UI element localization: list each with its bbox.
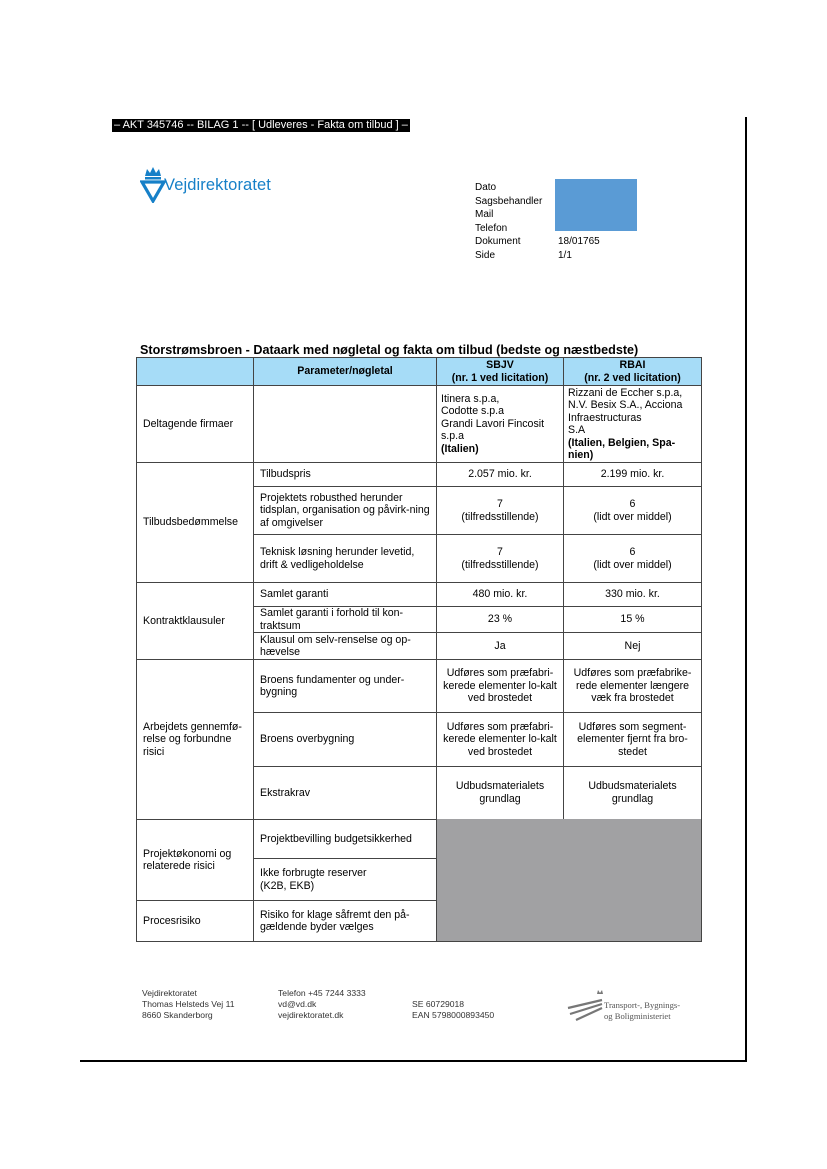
param-cell: Ekstrakrav	[254, 767, 437, 820]
table-header-row	[137, 358, 702, 386]
footer-line: EAN 5798000893450	[412, 1010, 495, 1020]
rbai-firms-list: Rizzani de Eccher s.p.a, N.V. Besix S.A., Acciona Infraestructuras S.A	[568, 386, 683, 436]
rbai-cell: 330 mio. kr.	[564, 583, 702, 607]
meta-label: Dato	[475, 182, 497, 193]
param-cell: Risiko for klage såfremt den på-gældende byder vælges	[254, 901, 437, 942]
header-rbai-sub: (nr. 2 ved licitation)	[584, 371, 681, 384]
meta-label: Telefon	[475, 222, 508, 234]
page-border-bottom	[80, 1060, 747, 1062]
param-cell: Ikke forbrugte reserver (K2B, EKB)	[254, 859, 437, 901]
category-work: Arbejdets gennemfø-relse og forbundne risici	[137, 660, 254, 820]
sbjv-cell: 2.057 mio. kr.	[437, 463, 564, 487]
page-border-right	[745, 117, 747, 1062]
table-row	[137, 583, 702, 607]
table-row	[137, 386, 702, 463]
header-param: Parameter/nøgletal	[254, 358, 437, 386]
rbai-cell: 6 (lidt over middel)	[564, 487, 702, 535]
rbai-cell: Udføres som segment-elementer fjernt fra bro-stedet	[564, 713, 702, 767]
ministry-line: og Boligministeriet	[604, 1011, 671, 1021]
category-firms: Deltagende firmaer	[137, 386, 254, 463]
document-title: Storstrømsbroen - Dataark med nøgletal og fakta om tilbud (bedste og næstbedste)	[140, 343, 639, 357]
footer-line: vd@vd.dk	[278, 999, 317, 1009]
header-rbai-name: RBAI	[619, 359, 646, 371]
param-cell: Projektets robusthed herunder tidsplan, organisation og påvirk-ning af omgivelser	[254, 487, 437, 535]
footer-registration	[412, 999, 494, 1021]
sbjv-cell: Ja	[437, 633, 564, 660]
meta-value: 1/1	[558, 249, 572, 261]
table-row	[137, 660, 702, 713]
header-empty-cell	[137, 358, 254, 386]
header-sbjv-name: SBJV	[486, 359, 514, 371]
ministry-name	[604, 1000, 680, 1022]
table-row	[137, 463, 702, 487]
meta-value: 18/01765	[558, 236, 600, 247]
sbjv-cell: Udføres som præfabri-kerede elementer lo-kalt ved brostedet	[437, 713, 564, 767]
rbai-firms	[564, 386, 702, 463]
redaction-block-contact	[555, 179, 637, 231]
footer-line: Telefon +45 7244 3333	[278, 988, 366, 998]
rbai-cell: Udføres som præfabrike-rede elementer længere væk fra brostedet	[564, 660, 702, 713]
ministry-emblem-icon	[566, 988, 606, 1022]
document-header-bar: – AKT 345746 -- BILAG 1 -- [ Udleveres - Fakta om tilbud ] –	[114, 119, 408, 131]
meta-label: Side	[475, 249, 496, 261]
footer-line: SE 60729018	[412, 999, 465, 1009]
rbai-cell: Nej	[564, 633, 702, 660]
rbai-cell: Udbudsmaterialets grundlag	[564, 767, 702, 820]
footer-line: vejdirektoratet.dk	[278, 1010, 344, 1020]
rbai-country: (Italien, Belgien, Spa-nien)	[568, 436, 676, 461]
sbjv-firms	[437, 386, 564, 463]
param-cell: Tilbudspris	[254, 463, 437, 487]
meta-label: Mail	[475, 209, 494, 220]
category-economy: Projektøkonomi og relaterede risici	[137, 820, 254, 901]
param-cell: Samlet garanti	[254, 583, 437, 607]
meta-label: Sagsbehandler	[475, 195, 543, 207]
rbai-cell: 15 %	[564, 607, 702, 633]
param-cell: Projektbevilling budgetsikkerhed	[254, 820, 437, 859]
sbjv-cell: 23 %	[437, 607, 564, 633]
footer-line: Vejdirektoratet	[142, 988, 197, 998]
footer-address	[142, 988, 235, 1021]
param-cell: Broens overbygning	[254, 713, 437, 767]
crown-logo-icon	[140, 165, 166, 203]
footer-line: Thomas Helsteds Vej 11	[142, 999, 235, 1009]
header-sbjv	[437, 358, 564, 386]
sbjv-cell: Udføres som præfabri-kerede elementer lo-kalt ved brostedet	[437, 660, 564, 713]
ministry-line: Transport-, Bygnings-	[604, 1000, 681, 1010]
sbjv-firms-list: Itinera s.p.a, Codotte s.p.a Grandi Lavori Fincosit s.p.a	[441, 392, 545, 443]
redaction-block-economy	[437, 819, 701, 941]
meta-row	[475, 249, 600, 263]
category-process: Procesrisiko	[137, 901, 254, 942]
param-cell: Klausul om selv-renselse og op-hævelse	[254, 633, 437, 660]
sbjv-cell: 7 (tilfredsstillende)	[437, 487, 564, 535]
category-contract: Kontraktklausuler	[137, 583, 254, 660]
param-cell: Samlet garanti i forhold til kon-traktsum	[254, 607, 437, 633]
footer-contact	[278, 988, 366, 1021]
footer-line: 8660 Skanderborg	[142, 1010, 213, 1020]
rbai-cell: 6 (lidt over middel)	[564, 535, 702, 583]
param-cell: Broens fundamenter og under-bygning	[254, 660, 437, 713]
logo-wordmark: Vejdirektoratet	[164, 176, 271, 194]
header-rbai	[564, 358, 702, 386]
sbjv-cell: 480 mio. kr.	[437, 583, 564, 607]
sbjv-cell: 7 (tilfredsstillende)	[437, 535, 564, 583]
sbjv-country: (Italien)	[441, 442, 479, 455]
sbjv-cell: Udbudsmaterialets grundlag	[437, 767, 564, 820]
param-cell	[254, 386, 437, 463]
meta-label: Dokument	[475, 236, 521, 247]
rbai-cell: 2.199 mio. kr.	[564, 463, 702, 487]
header-sbjv-sub: (nr. 1 ved licitation)	[451, 371, 549, 384]
param-cell: Teknisk løsning herunder levetid, drift & vedligeholdelse	[254, 535, 437, 583]
meta-row	[475, 235, 600, 249]
category-evaluation: Tilbudsbedømmelse	[137, 463, 254, 583]
